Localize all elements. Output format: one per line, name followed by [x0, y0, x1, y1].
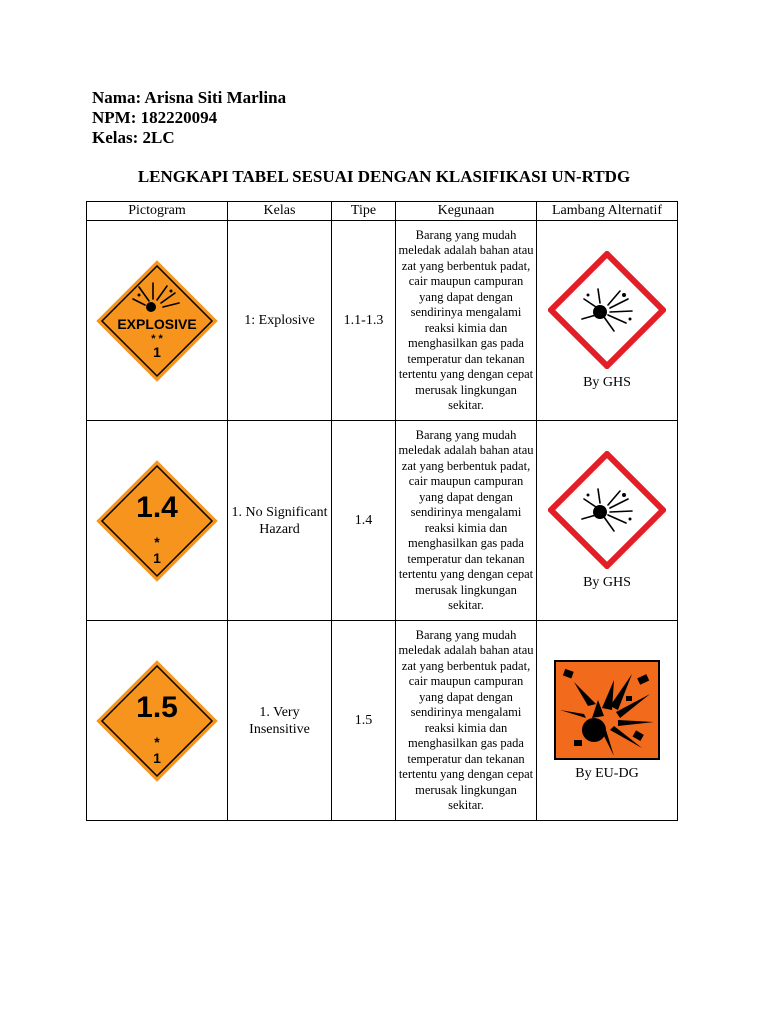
table-row [87, 221, 678, 421]
explosive-diamond-icon [95, 259, 219, 383]
picto-label: 1.4 [136, 490, 178, 524]
division-1-4-diamond-icon [95, 459, 219, 583]
student-npm: NPM: 182220094 [92, 108, 218, 127]
division-1-5-diamond-icon [95, 659, 219, 783]
tipe-cell: 1.5 [332, 621, 396, 821]
table-row [87, 421, 678, 621]
kegunaan-cell: Barang yang mudah meledak adalah bahan atau zat yang berbentuk padat, cair maupun campuran yang dapat dengan sendirinya mengalami reaksi kimia dan menghasilkan gas pada temperatur dan tekanan tertentu yang dengan cepat merusak lingkungan sekitar. [396, 421, 537, 621]
alternatif-cell [537, 421, 678, 621]
picto-division: 1 [153, 549, 161, 566]
pictogram-cell [87, 621, 228, 821]
picto-stars: * [154, 733, 160, 750]
table-header-row [87, 202, 678, 221]
col-header-lambang: Lambang Alternatif [537, 202, 678, 221]
page-title: LENGKAPI TABEL SESUAI DENGAN KLASIFIKASI UN-RTDG [137, 167, 631, 186]
ghs-explosive-icon [548, 251, 666, 369]
tipe-cell: 1.1-1.3 [332, 221, 396, 421]
student-info [92, 88, 286, 148]
picto-stars: * * [151, 332, 163, 345]
student-name: Nama: Arisna Siti Marlina [92, 88, 287, 107]
picto-label: 1.5 [136, 690, 178, 724]
picto-division: 1 [153, 749, 161, 766]
table-row [87, 621, 678, 821]
classification-table [86, 201, 678, 821]
eu-explosive-icon [554, 660, 660, 760]
pictogram-cell [87, 221, 228, 421]
alternatif-cell [537, 221, 678, 421]
alt-caption: By GHS [583, 374, 631, 390]
tipe-cell: 1.4 [332, 421, 396, 621]
kegunaan-cell: Barang yang mudah meledak adalah bahan atau zat yang berbentuk padat, cair maupun campuran yang dapat dengan sendirinya mengalami reaksi kimia dan menghasilkan gas pada temperatur dan tekanan tertentu yang dengan cepat merusak lingkungan sekitar. [396, 221, 537, 421]
kelas-cell: 1. No Significant Hazard [228, 421, 332, 621]
kelas-cell: 1. Very Insensitive [228, 621, 332, 821]
student-class: Kelas: 2LC [92, 128, 175, 147]
col-header-tipe: Tipe [332, 202, 396, 221]
alt-caption: By EU-DG [575, 765, 639, 781]
alternatif-cell [537, 621, 678, 821]
picto-division: 1 [153, 343, 161, 360]
ghs-explosive-icon [548, 451, 666, 569]
kegunaan-cell: Barang yang mudah meledak adalah bahan atau zat yang berbentuk padat, cair maupun campuran yang dapat dengan sendirinya mengalami reaksi kimia dan menghasilkan gas pada temperatur dan tekanan tertentu yang dengan cepat merusak lingkungan sekitar. [396, 621, 537, 821]
pictogram-cell [87, 421, 228, 621]
col-header-kegunaan: Kegunaan [396, 202, 537, 221]
picto-label: EXPLOSIVE [117, 315, 197, 332]
col-header-kelas: Kelas [228, 202, 332, 221]
picto-stars: * [154, 533, 160, 550]
col-header-pictogram: Pictogram [87, 202, 228, 221]
alt-caption: By GHS [583, 574, 631, 590]
kelas-cell: 1: Explosive [228, 221, 332, 421]
